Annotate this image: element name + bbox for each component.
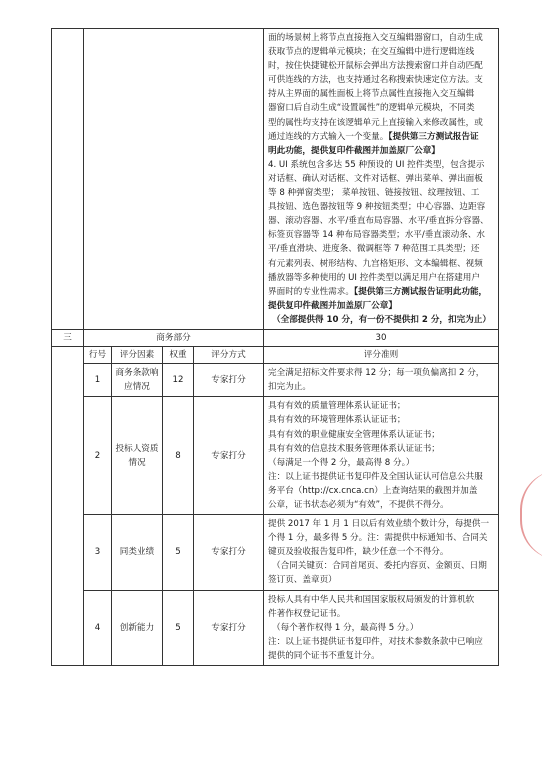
- col-header-criteria: 评分准则: [264, 347, 499, 364]
- criteria-line: 投标人具有中华人民共和国国家版权局颁发的计算机软: [268, 594, 475, 605]
- criteria-line: 具有有效的信息技术服务管理体系认证证书；: [268, 443, 440, 454]
- criteria-line: 键页及验收报告复印件，缺少任意一个不得分。: [268, 547, 449, 558]
- criteria-line: 4. UI 系统包含多达 55 种预设的 UI 控件类型，包含提示: [268, 159, 485, 170]
- empty-cell: [52, 29, 84, 330]
- requirement-note: 明此功能，提供复印件截图并加盖原厂公章】: [268, 145, 440, 156]
- col-header-method: 评分方式: [194, 347, 264, 364]
- criteria-line: 具有有效的环境管理体系认证证书；: [268, 415, 406, 426]
- criteria-line: 具有有效的质量管理体系认证证书；: [268, 401, 406, 412]
- criteria-line: （每满足一个得 2 分，最高得 8 分。）: [268, 457, 415, 468]
- criteria-line: 时，按住快捷键松开鼠标会弹出方法搜索窗口并自动匹配: [268, 61, 483, 72]
- table-row: [52, 515, 499, 590]
- row-criteria: [264, 364, 499, 397]
- criteria-line: 务平台（http://cx.cnca.cn）上查询结果的截图并加盖: [268, 485, 478, 496]
- table-row: [52, 590, 499, 665]
- row-factor: 同类业绩: [112, 515, 163, 590]
- row-criteria: [264, 397, 499, 515]
- row-number: 1: [84, 364, 112, 397]
- criteria-line: 持从主界面的属性面板上将节点属性直接拖入交互编辑: [268, 89, 475, 100]
- row-weight: 5: [163, 515, 194, 590]
- criteria-line: 器、滚动容器、水平/垂直布局容器、水平/垂直拆分容器、: [268, 216, 489, 227]
- criteria-line: （每个著作权得 1 分，最高得 5 分。）: [272, 622, 419, 633]
- criteria-line: 通过连线的方式输入一个变量。: [268, 131, 389, 142]
- row-number: 2: [84, 397, 112, 515]
- empty-cell: [52, 347, 84, 666]
- criteria-line: 个得 1 分，最多得 5 分。注：需提供中标通知书、合同关: [268, 533, 488, 544]
- criteria-line: 平/垂直滑块、进度条、微调框等 7 种范围工具类型；还: [268, 244, 480, 255]
- criteria-line: 具按钮、选色器按钮等 9 种按钮类型；中心容器、边距容: [268, 202, 486, 213]
- row-criteria: [264, 590, 499, 665]
- criteria-line: 界面时的专业性需求。: [268, 286, 354, 297]
- section-title: 商务部分: [84, 329, 264, 346]
- seal-stamp-edge: [520, 470, 542, 560]
- row-number: 3: [84, 515, 112, 590]
- criteria-line: 播放器等多种使用的 UI 控件类型以满足用户在搭建用户: [268, 272, 480, 283]
- criteria-line: 对话框、确认对话框、文件对话框、弹出菜单、弹出面板: [268, 173, 483, 184]
- col-header-factor: 评分因素: [112, 347, 163, 364]
- continued-row: [52, 29, 499, 330]
- criteria-line: 签订页、盖章页）: [268, 575, 337, 586]
- header-row: [52, 347, 499, 364]
- criteria-line: 公章，证书状态必须为“有效”，不提供不得分。: [268, 500, 449, 510]
- criteria-line: 提供 2017 年 1 月 1 日以后有效业绩个数计分，每提供一: [268, 519, 490, 530]
- col-header-weight: 权重: [163, 347, 194, 364]
- criteria-line: 提供的同个证书不重复计分。: [268, 650, 380, 661]
- section-score: 30: [264, 329, 499, 346]
- row-number: 4: [84, 590, 112, 665]
- criteria-line: 完全满足招标文件要求得 12 分；每一项负偏离扣 2 分，: [268, 368, 485, 379]
- criteria-line: （合同关键页：合同首尾页、委托内容页、金额页、日期: [272, 561, 487, 572]
- criteria-line: 扣完为止。: [268, 382, 311, 393]
- criteria-line: 器窗口后自动生成“设置属性”的逻辑单元模块，不同类: [268, 103, 475, 114]
- criteria-line: 有元素列表、树形结构、九宫格矩形、文本编辑框、视频: [268, 258, 483, 269]
- row-weight: 12: [163, 364, 194, 397]
- row-weight: 8: [163, 397, 194, 515]
- criteria-line: 标签页容器等 14 种布局容器类型；水平/垂直滚动条、水: [268, 230, 485, 241]
- row-method: 专家打分: [194, 364, 264, 397]
- requirement-note: 提供复印件截图并加盖原厂公章】: [268, 300, 397, 311]
- empty-cell: [84, 29, 264, 330]
- row-factor: 商务条款响应情况: [112, 364, 163, 397]
- criteria-line: 可供连线的方法，也支持通过名称搜索快速定位方法。支: [268, 75, 483, 86]
- criteria-line: 注：以上证书提供证书复印件，对技术参数条款中已响应: [268, 636, 483, 647]
- row-method: 专家打分: [194, 397, 264, 515]
- requirement-note: 【提供第三方测试报告证明此功能，: [353, 286, 488, 297]
- requirement-note: 【提供第三方测试报告证: [388, 131, 479, 142]
- scoring-table: [51, 28, 499, 666]
- table-row: [52, 364, 499, 397]
- criteria-line: 件著作权登记证书。: [268, 608, 346, 619]
- criteria-line: 等 8 种弹窗类型； 菜单按钮、链接按钮、纹理按钮、工: [268, 188, 480, 199]
- row-weight: 5: [163, 590, 194, 665]
- section-row: [52, 329, 499, 346]
- criteria-line: 面的场景树上将节点直接拖入交互编辑器窗口，自动生成: [268, 33, 483, 43]
- criteria-line: 型的属性均支持在该逻辑单元上直接输入来修改属性，或: [268, 117, 483, 128]
- row-method: 专家打分: [194, 590, 264, 665]
- row-criteria: [264, 515, 499, 590]
- col-header-no: 行号: [84, 347, 112, 364]
- row-factor: 创新能力: [112, 590, 163, 665]
- criteria-line: 注：以上证书提供证书复印件及全国认证认可信息公共服: [268, 471, 483, 482]
- table-row: [52, 397, 499, 515]
- criteria-line: 具有有效的职业健康安全管理体系认证证书；: [268, 429, 440, 440]
- row-factor: 投标人资质情况: [112, 397, 163, 515]
- scoring-note: （全部提供得 10 分，有一份不提供扣 2 分，扣完为止）: [272, 314, 491, 325]
- section-number: 三: [52, 329, 84, 346]
- criteria-line: 获取节点的逻辑单元模块；在交互编辑中进行逻辑连线: [268, 47, 475, 58]
- continued-criteria: [264, 29, 499, 330]
- row-method: 专家打分: [194, 515, 264, 590]
